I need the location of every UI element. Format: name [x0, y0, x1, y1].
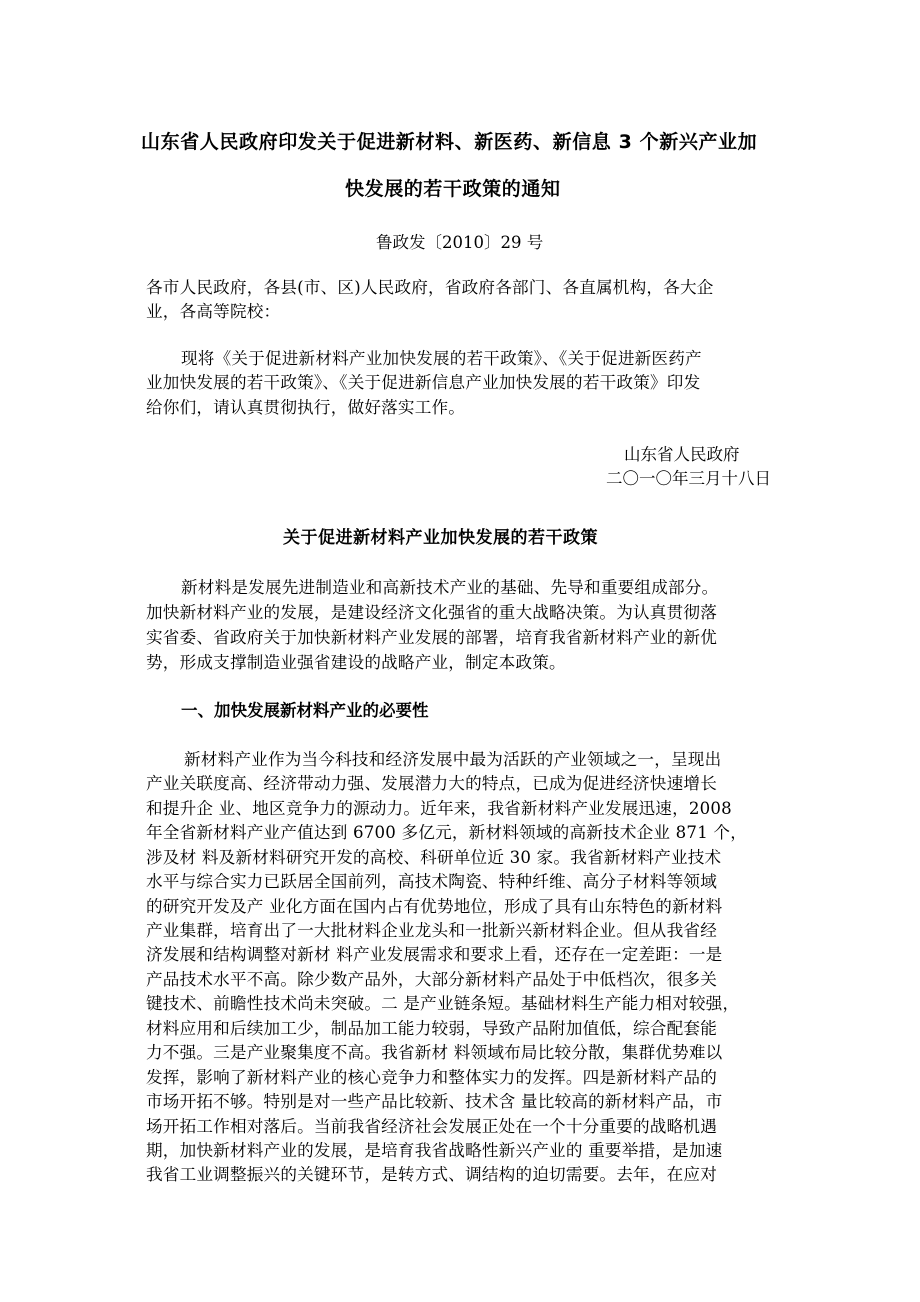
body-line: 的研究开发及产 业化方面在国内占有优势地位，形成了具有山东特色的新材料 [146, 897, 723, 916]
intro-line: 新材料是发展先进制造业和高新技术产业的基础、先导和重要组成部分。 [181, 578, 719, 597]
body-line: 水平与综合实力已跃居全国前列，高技术陶瓷、特种纤维、高分子材料等领域 [146, 872, 717, 891]
body-line: 市场开拓不够。特别是对一些产品比较新、技术含 量比较高的新材料产品，市 [146, 1092, 723, 1111]
intro-line: 加快新材料产业的发展，是建设经济文化强省的重大战略决策。为认真贯彻落 [146, 603, 717, 622]
body-line: 产业集群，培育出了一大批材料企业龙头和一批新兴新材料企业。但从我省经 [146, 921, 717, 940]
notice-line: 现将《关于促进新材料产业加快发展的若干政策》、《关于促进新医药产 [181, 349, 702, 368]
body-line: 产业关联度高、经济带动力强、发展潜力大的特点，已成为促进经济快速增长 [146, 774, 717, 793]
document-title-line-1: 山东省人民政府印发关于促进新材料、新医药、新信息 3 个新兴产业加 [141, 131, 758, 153]
section-heading-1: 一、加快发展新材料产业的必要性 [181, 701, 429, 720]
body-line: 场开拓工作相对落后。当前我省经济社会发展正处在一个十分重要的战略机遇 [146, 1117, 717, 1136]
body-line: 涉及材 料及新材料研究开发的高校、科研单位近 30 家。我省新材料产业技术 [146, 848, 722, 867]
body-line: 济发展和结构调整对新材 料产业发展需求和要求上看，还存在一定差距：一是 [146, 945, 723, 964]
document-title-line-2: 快发展的若干政策的通知 [345, 178, 561, 200]
intro-line: 实省委、省政府关于加快新材料产业发展的部署，培育我省新材料产业的新优 [146, 628, 717, 647]
document-number: 鲁政发〔2010〕29 号 [376, 233, 544, 252]
body-line: 键技术、前瞻性技术尚未突破。二 是产业链条短。基础材料生产能力相对较强， [146, 994, 740, 1013]
body-line: 期，加快新材料产业的发展，是培育我省战略性新兴产业的 重要举措，是加速 [146, 1141, 723, 1160]
notice-line: 业加快发展的若干政策》、《关于促进新信息产业加快发展的若干政策》印发 [146, 373, 701, 392]
body-line: 发挥，影响了新材料产业的核心竞争力和整体实力的发挥。四是新材料产品的 [146, 1068, 717, 1087]
recipients-line: 业，各高等院校： [146, 302, 281, 321]
body-line: 材料应用和后续加工少，制品加工能力较弱，导致产品附加值低，综合配套能 [146, 1019, 717, 1038]
notice-line: 给你们，请认真贯彻执行，做好落实工作。 [146, 398, 466, 417]
issue-date: 二〇一〇年三月十八日 [606, 469, 771, 488]
section-title: 关于促进新材料产业加快发展的若干政策 [283, 528, 598, 548]
issuer: 山东省人民政府 [624, 445, 740, 464]
body-line: 我省工业调整振兴的关键环节，是转方式、调结构的迫切需要。去年，在应对 [146, 1165, 717, 1184]
recipients-line: 各市人民政府，各县(市、区)人民政府，省政府各部门、各直属机构，各大企 [146, 278, 714, 297]
body-line: 年全省新材料产业产值达到 6700 多亿元，新材料领域的高新技术企业 871 个， [146, 823, 748, 842]
body-line: 力不强。三是产业聚集度不高。我省新材 料领域布局比较分散，集群优势难以 [146, 1043, 723, 1062]
intro-line: 势，形成支撑制造业强省建设的战略产业，制定本政策。 [146, 653, 566, 672]
body-line: 和提升企 业、地区竞争力的源动力。近年来，我省新材料产业发展迅速，2008 [146, 799, 732, 818]
body-line: 新材料产业作为当今科技和经济发展中最为活跃的产业领域之一，呈现出 [184, 750, 722, 769]
body-line: 产品技术水平不高。除少数产品外，大部分新材料产品处于中低档次，很多关 [146, 970, 717, 989]
